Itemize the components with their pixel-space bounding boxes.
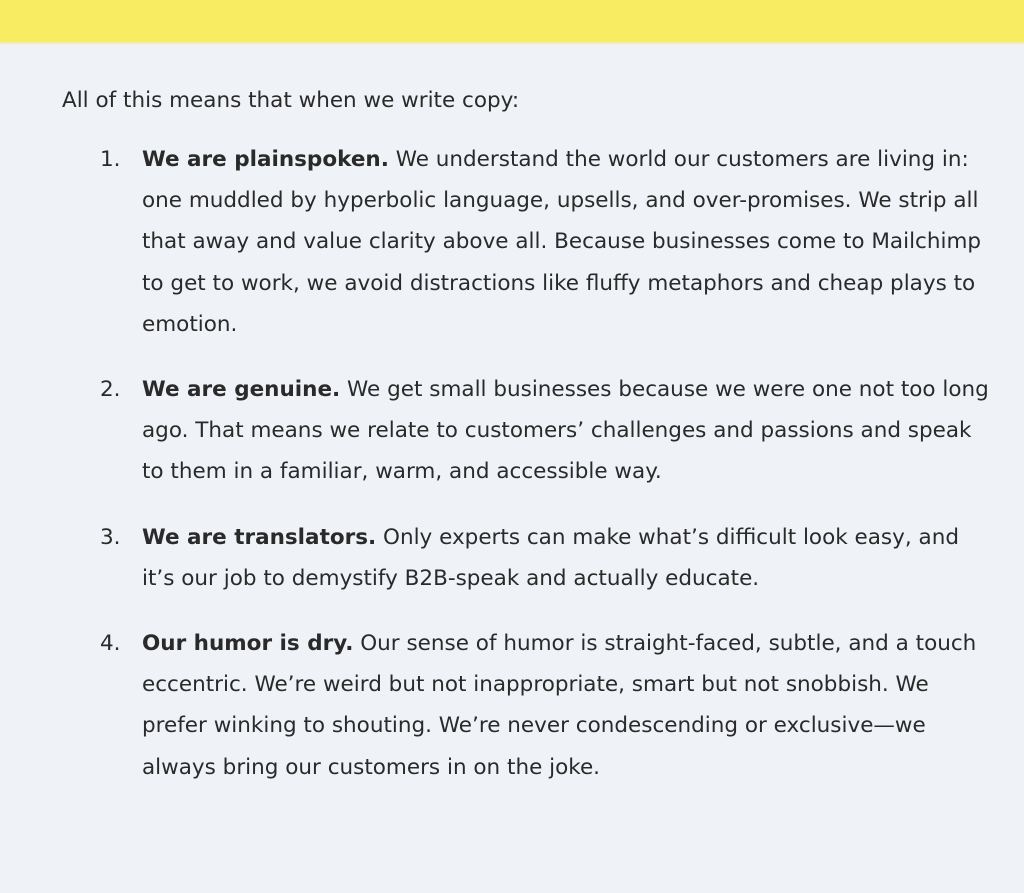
- article-content: [62, 80, 992, 812]
- point-text: We understand the world our customers are living in: one muddled by hyperbolic language, upsells, and over-promises. We strip all that away and value clarity above all. Because businesses come to Mailchimp to get to work, we avoid distractions like fluffy metaphors and cheap plays to emotion.: [142, 147, 982, 337]
- point-heading: Our humor is dry.: [142, 631, 354, 657]
- list-item: [62, 623, 992, 788]
- list-item: [62, 369, 992, 493]
- point-text: Our sense of humor is straight-faced, subtle, and a touch eccentric. We’re weird but not inappropriate, smart but not snobbish. We prefer winking to shouting. We’re never condescending or exclusive—we always bring our customers in on the joke.: [142, 631, 977, 780]
- list-number: 3.: [100, 524, 121, 550]
- list-number: 4.: [100, 631, 121, 657]
- point-heading: We are plainspoken.: [142, 147, 389, 172]
- point-text: Only experts can make what’s difficult look easy, and it’s our job to demystify B2B-speak and actually educate.: [142, 524, 959, 591]
- list-number: 2.: [100, 377, 121, 403]
- point-heading: We are genuine.: [142, 377, 341, 403]
- top-highlight-bar: [0, 0, 1024, 41]
- list-item: [62, 139, 992, 345]
- list-item: [62, 517, 992, 599]
- intro-paragraph: All of this means that when we write copy:: [62, 88, 520, 113]
- point-heading: We are translators.: [142, 524, 377, 550]
- list-number: 1.: [100, 147, 121, 172]
- principles-list: [62, 139, 992, 788]
- top-bar-shadow: [0, 41, 1024, 45]
- point-text: We get small businesses because we were one not too long ago. That means we relate to customers’ challenges and passions and speak to them in a familiar, warm, and accessible way.: [142, 377, 989, 485]
